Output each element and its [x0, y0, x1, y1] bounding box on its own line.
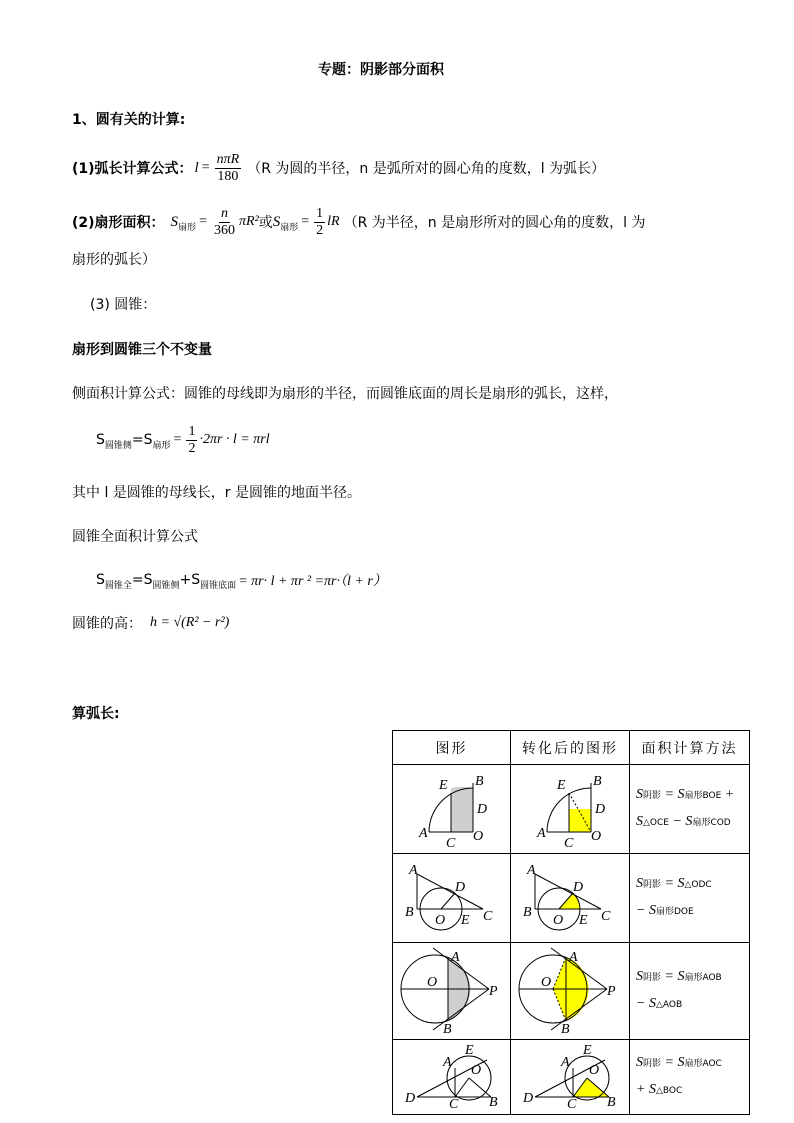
formula-line: [636, 991, 749, 1018]
sector-note: （R 为半径，n 是扇形所对的圆心角的度数，l 为: [343, 215, 646, 231]
section-heading: 1、圆有关的计算:: [72, 112, 186, 128]
label-p: P: [489, 984, 498, 999]
label-e: E: [439, 778, 448, 793]
f-s: + S: [636, 1082, 656, 1097]
label-b: B: [523, 905, 532, 920]
lateral-rest: ·2πr · l = πrl: [199, 432, 270, 447]
invariants-heading: 扇形到圆锥三个不变量: [72, 342, 212, 358]
table-row: [393, 943, 750, 1040]
label-o: O: [591, 829, 602, 844]
formula-cell: [630, 1040, 750, 1115]
formula-cell: [630, 854, 750, 943]
f-eq: = S: [661, 876, 685, 891]
fraction-numerator: nπR: [216, 151, 240, 167]
fraction-numerator: 1: [188, 423, 196, 439]
header-figure: 图形: [393, 731, 511, 765]
label-o: O: [435, 913, 446, 928]
header-transformed: 转化后的图形: [511, 731, 630, 765]
label-a: A: [409, 863, 418, 878]
page-title: 专题：阴影部分面积: [318, 62, 444, 78]
fraction-denominator: 360: [213, 222, 235, 238]
label-b: B: [561, 1022, 570, 1035]
label-e: E: [465, 1043, 474, 1058]
label-p: P: [607, 984, 616, 999]
sector-sub2: 扇形: [280, 222, 299, 233]
triangle-circle-figure: [393, 854, 510, 938]
f-eq: = S: [661, 1055, 685, 1070]
secant-circle-figure: [393, 1040, 510, 1110]
height-label: 圆锥的高：: [72, 616, 142, 632]
f-sub: 阴影: [643, 880, 662, 890]
eq-s: =S: [131, 432, 153, 448]
transformed-cell: [511, 943, 630, 1040]
label-b: B: [607, 1095, 616, 1110]
tangent-circle-figure: [393, 943, 510, 1035]
f-s: S: [636, 1055, 643, 1070]
eq-s: =S: [131, 572, 153, 588]
tangent-circle-transformed: [511, 943, 629, 1035]
formula-line: [636, 1050, 749, 1077]
half-fraction: [186, 424, 197, 457]
sector-fraction: [212, 206, 237, 239]
f-sub: 扇形BOE: [684, 791, 722, 801]
total-rest: = πr· l + πr ² =πr·（l + r）: [238, 574, 387, 589]
label-a: A: [419, 826, 428, 841]
label-b: B: [593, 774, 602, 789]
fraction-denominator: 2: [188, 440, 196, 456]
triangle-circle-transformed: [511, 854, 629, 938]
or-word: 或: [258, 215, 273, 231]
figure-table: [392, 730, 750, 1115]
label-o: O: [473, 829, 484, 844]
subscript: 圆锥底面: [200, 580, 237, 591]
label-e: E: [579, 913, 588, 928]
where-text: 其中 l 是圆锥的母线长，r 是圆锥的地面半径。: [72, 485, 361, 501]
sector-s: S: [170, 213, 179, 230]
subscript: 扇形: [152, 440, 171, 451]
label-e: E: [461, 913, 470, 928]
formula-line: [636, 898, 749, 925]
f-sub: 扇形AOB: [684, 973, 722, 983]
label-o: O: [427, 975, 438, 990]
f-sub: 扇形DOE: [655, 907, 694, 917]
transformed-cell: [511, 854, 630, 943]
height-line: [72, 613, 229, 633]
figure-cell: [393, 943, 511, 1040]
equals-sign: =: [301, 214, 310, 229]
cone-label: (3) 圆锥：: [90, 297, 157, 313]
f-s: S: [636, 969, 643, 984]
s-symbol: S: [96, 432, 105, 448]
label-b: B: [405, 905, 414, 920]
total-title: 圆锥全面积计算公式: [72, 529, 198, 545]
transformed-cell: [511, 765, 630, 854]
arc-section-heading: 算弧长:: [72, 706, 120, 722]
label-e: E: [557, 778, 566, 793]
f-eq: = S: [661, 969, 685, 984]
sector-tail1: πR²: [238, 214, 259, 229]
label-o: O: [589, 1063, 600, 1078]
table-row: [393, 765, 750, 854]
label-b: B: [489, 1095, 498, 1110]
formula-line: [636, 782, 749, 809]
label-c: C: [567, 1097, 577, 1110]
label-o: O: [541, 975, 552, 990]
formula-line: [636, 1077, 749, 1104]
lateral-text: 侧面积计算公式：圆锥的母线即为扇形的半径，而圆锥底面的周长是扇形的弧长，这样，: [72, 386, 618, 402]
fraction-numerator: 1: [316, 205, 324, 221]
fraction-numerator: n: [220, 205, 228, 221]
header-method: 面积计算方法: [630, 731, 750, 765]
sector-sub: 扇形: [178, 222, 197, 233]
fraction-denominator: 180: [217, 168, 239, 184]
label-c: C: [483, 909, 493, 924]
f-sub: △AOB: [655, 1000, 683, 1010]
f-s: − S: [636, 996, 656, 1011]
label-a: A: [451, 950, 460, 965]
quarter-circle-figure: [393, 765, 510, 849]
half-fraction: [314, 206, 325, 239]
table-header-row: [393, 731, 750, 765]
sector-area-line: [72, 202, 645, 242]
label-d: D: [405, 1091, 416, 1106]
sector-s2: S: [272, 213, 281, 230]
subscript: 圆锥侧: [152, 580, 180, 591]
equals-sign: =: [201, 160, 210, 175]
f-sub: 扇形COD: [692, 818, 731, 828]
label-d: D: [573, 880, 584, 895]
label-b: B: [475, 774, 484, 789]
table-row: [393, 854, 750, 943]
formula-line: [636, 964, 749, 991]
f-sub: 阴影: [643, 791, 662, 801]
s-symbol: S: [96, 572, 105, 588]
label-d: D: [523, 1091, 534, 1106]
label-a: A: [443, 1055, 452, 1070]
sector-tail2: lR: [327, 214, 340, 229]
label-o: O: [553, 913, 564, 928]
sector-area-label: (2)扇形面积：: [72, 215, 165, 231]
label-c: C: [446, 836, 456, 849]
transformed-cell: [511, 1040, 630, 1115]
subscript: 圆锥侧: [104, 440, 132, 451]
label-a: A: [569, 950, 578, 965]
f-sub: △OCE: [643, 818, 669, 828]
equals-sign: =: [173, 432, 182, 447]
formula-cell: [630, 943, 750, 1040]
label-o: O: [471, 1063, 482, 1078]
f-s: S: [636, 876, 643, 891]
equals-sign: =: [199, 214, 207, 229]
f-eq: − S: [668, 814, 693, 829]
quarter-circle-transformed: [511, 765, 629, 849]
label-c: C: [449, 1097, 459, 1110]
label-a: A: [561, 1055, 570, 1070]
formula-cell: [630, 765, 750, 854]
label-c: C: [564, 836, 574, 849]
figure-cell: [393, 854, 511, 943]
sector-note-cont: 扇形的弧长）: [72, 252, 156, 268]
fraction-denominator: 2: [316, 222, 324, 238]
formula-line: [636, 809, 749, 836]
height-formula: h = √(R² − r²): [150, 615, 230, 630]
f-s: S: [636, 787, 643, 802]
arc-length-lhs: l: [194, 159, 199, 176]
label-d: D: [477, 802, 488, 817]
table-row: [393, 1040, 750, 1115]
f-tail: +: [721, 787, 735, 802]
subscript: 圆锥全: [104, 580, 132, 591]
formula-line: [636, 871, 749, 898]
plus-s: +S: [179, 572, 201, 588]
label-b: B: [443, 1022, 452, 1035]
f-sub: △ODC: [684, 880, 712, 890]
label-c: C: [601, 909, 611, 924]
f-s: − S: [636, 903, 656, 918]
label-a: A: [527, 863, 536, 878]
f-sub: 扇形AOC: [684, 1059, 722, 1069]
f-eq: = S: [661, 787, 685, 802]
arc-length-note: （R 为圆的半径，n 是弧所对的圆心角的度数，l 为弧长）: [247, 161, 606, 177]
figure-cell: [393, 765, 511, 854]
f-sub: 阴影: [643, 1059, 662, 1069]
f-s: S: [636, 814, 643, 829]
label-d: D: [595, 802, 606, 817]
arc-length-fraction: [215, 152, 242, 185]
label-a: A: [537, 826, 546, 841]
total-formula: [96, 568, 387, 592]
figure-cell: [393, 1040, 511, 1115]
arc-length-label: (1)弧长计算公式：: [72, 161, 193, 177]
lateral-formula: [96, 420, 270, 460]
label-e: E: [583, 1043, 592, 1058]
label-d: D: [455, 880, 466, 895]
arc-length-line: [72, 148, 605, 188]
f-sub: △BOC: [655, 1086, 683, 1096]
f-sub: 阴影: [643, 973, 662, 983]
secant-circle-transformed: [511, 1040, 629, 1110]
